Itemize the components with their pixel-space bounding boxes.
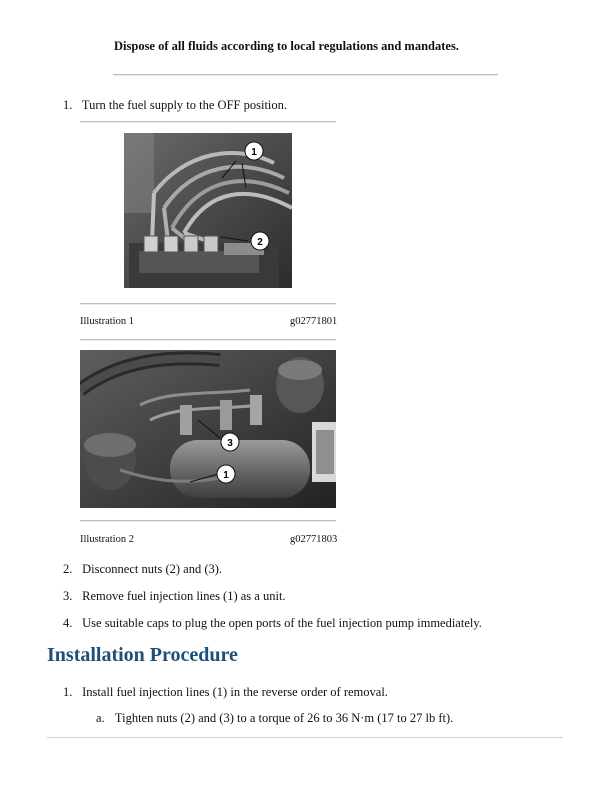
step-number: 1. <box>63 98 73 112</box>
removal-step-1 <box>63 98 287 113</box>
installation-heading: Installation Procedure <box>47 644 238 666</box>
illustration-2-caption: Illustration 2 <box>80 534 134 545</box>
figure-rule <box>80 303 336 305</box>
step-text: Remove fuel injection lines (1) as a unit. <box>82 589 286 603</box>
step-number: 2. <box>63 562 73 576</box>
callout-label: 3 <box>227 438 233 449</box>
step-number: a. <box>96 711 105 725</box>
figure-rule <box>80 339 336 341</box>
divider <box>113 74 498 76</box>
installation-substep-a <box>96 711 453 726</box>
illustration-1-caption: Illustration 1 <box>80 316 134 327</box>
callout-label: 1 <box>223 470 229 481</box>
callout-label: 2 <box>257 237 263 248</box>
divider <box>47 737 563 738</box>
figure-rule <box>80 520 336 522</box>
disposal-notice: Dispose of all fluids according to local regulations and mandates. <box>114 39 459 53</box>
step-number: 1. <box>63 685 73 699</box>
step-text: Turn the fuel supply to the OFF position. <box>81 98 288 112</box>
installation-step-1 <box>63 685 388 700</box>
step-text: Tighten nuts (2) and (3) to a torque of 26 to 36 N·m (17 to 27 lb ft). <box>114 711 454 725</box>
callout-label: 1 <box>251 147 257 158</box>
removal-step-3 <box>63 589 286 604</box>
illustration-2-photo <box>80 350 336 508</box>
illustration-1-id: g02771801 <box>290 316 338 327</box>
figure-rule <box>80 121 336 123</box>
removal-step-2 <box>63 562 222 577</box>
step-text: Use suitable caps to plug the open ports of the fuel injection pump immediately. <box>82 616 482 630</box>
step-number: 4. <box>63 616 73 630</box>
step-text: Disconnect nuts (2) and (3). <box>82 562 223 576</box>
step-text: Install fuel injection lines (1) in the reverse order of removal. <box>82 685 388 699</box>
removal-step-4 <box>63 616 482 631</box>
illustration-2-id: g02771803 <box>290 534 338 545</box>
step-number: 3. <box>63 589 73 603</box>
illustration-1-photo <box>124 133 292 288</box>
